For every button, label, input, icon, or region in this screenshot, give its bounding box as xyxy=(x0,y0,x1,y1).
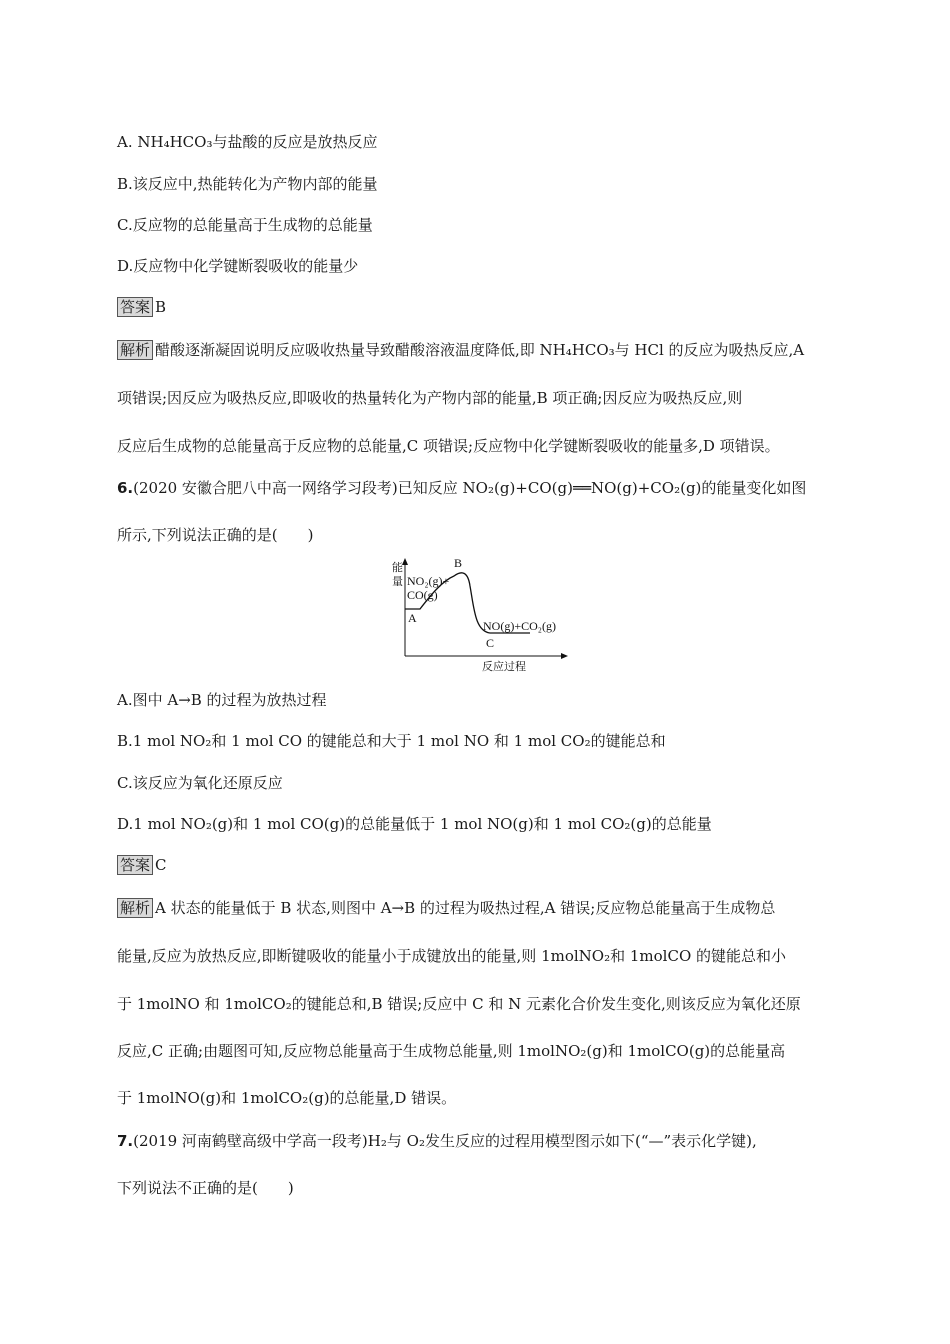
analysis-tag: 解析 xyxy=(117,340,153,360)
q6-option-b: B.1 mol NO₂和 1 mol CO 的键能总和大于 1 mol NO 和 1 mol CO₂的键能总和 xyxy=(117,732,666,750)
q6-stem-line-2: 所示,下列说法正确的是( ) xyxy=(117,526,314,544)
product-label: NO(g)+CO₂(g) xyxy=(483,619,556,633)
q6-option-a: A.图中 A→B 的过程为放热过程 xyxy=(117,691,327,709)
x-axis-arrow xyxy=(561,653,568,659)
q6-option-d: D.1 mol NO₂(g)和 1 mol CO(g)的总能量低于 1 mol NO(g)和 1 mol CO₂(g)的总能量 xyxy=(117,815,712,833)
q6-analysis-line-2: 能量,反应为放热反应,即断键吸收的能量小于成键放出的能量,则 1molNO₂和 1molCO 的键能总和小 xyxy=(117,947,787,965)
question-number: 6. xyxy=(117,479,134,497)
q5-option-b: B.该反应中,热能转化为产物内部的能量 xyxy=(117,175,378,193)
analysis-tag: 解析 xyxy=(117,898,153,918)
q5-analysis-line-2: 项错误;因反应为吸热反应,即吸收的热量转化为产物内部的能量,B 项正确;因反应为吸热反应,则 xyxy=(117,389,743,407)
q6-analysis-line-3: 于 1molNO 和 1molCO₂的键能总和,B 错误;反应中 C 和 N 元素化合价发生变化,则该反应为氧化还原 xyxy=(117,995,801,1013)
y-axis-label-1: 能 xyxy=(392,561,403,574)
q6-option-c: C.该反应为氧化还原反应 xyxy=(117,774,283,792)
answer-tag: 答案 xyxy=(117,855,153,875)
q7-stem-line-2: 下列说法不正确的是( ) xyxy=(117,1179,294,1197)
answer-value: B xyxy=(155,298,167,316)
y-axis-label-2: 量 xyxy=(392,575,403,588)
point-b-label: B xyxy=(454,556,463,570)
q5-option-a: A. NH₄HCO₃与盐酸的反应是放热反应 xyxy=(117,133,378,151)
q5-analysis-line-1: 解析 醋酸逐渐凝固说明反应吸收热量导致醋酸溶液温度降低,即 NH₄HCO₃与 HCl 的反应为吸热反应,A xyxy=(117,340,804,360)
q5-answer xyxy=(117,297,166,317)
point-a-label: A xyxy=(408,611,417,625)
q5-option-d: D.反应物中化学键断裂吸收的能量少 xyxy=(117,257,359,275)
q5-analysis-line-3: 反应后生成物的总能量高于反应物的总能量,C 项错误;反应物中化学键断裂吸收的能量多,D 项错误。 xyxy=(117,437,780,455)
point-c-label: C xyxy=(486,636,495,650)
q6-analysis-line-4: 反应,C 正确;由题图可知,反应物总能量高于生成物总能量,则 1molNO₂(g)和 1molCO(g)的总能量高 xyxy=(117,1042,786,1060)
reactant-label-1: NO₂(g)+ xyxy=(407,574,450,588)
q6-stem-line-1: 6.(2020 安徽合肥八中高一网络学习段考)已知反应 NO₂(g)+CO(g)══NO(g)+CO₂(g)的能量变化如图 xyxy=(117,479,807,497)
answer-tag: 答案 xyxy=(117,297,153,317)
q6-analysis-line-5: 于 1molNO(g)和 1molCO₂(g)的总能量,D 错误。 xyxy=(117,1089,457,1107)
q5-option-c: C.反应物的总能量高于生成物的总能量 xyxy=(117,216,373,234)
q6-answer xyxy=(117,855,167,875)
question-number: 7. xyxy=(117,1132,134,1150)
q6-analysis-line-1: 解析 A 状态的能量低于 B 状态,则图中 A→B 的过程为吸热过程,A 错误;反应物总能量高于生成物总 xyxy=(117,898,775,918)
x-axis-label: 反应过程 xyxy=(482,660,526,673)
reactant-label-2: CO(g) xyxy=(407,588,438,602)
energy-diagram xyxy=(362,556,572,676)
answer-value: C xyxy=(155,856,167,874)
q7-stem-line-1: 7.(2019 河南鹤壁高级中学高一段考)H₂与 O₂发生反应的过程用模型图示如下(“—”表示化学键), xyxy=(117,1132,757,1150)
